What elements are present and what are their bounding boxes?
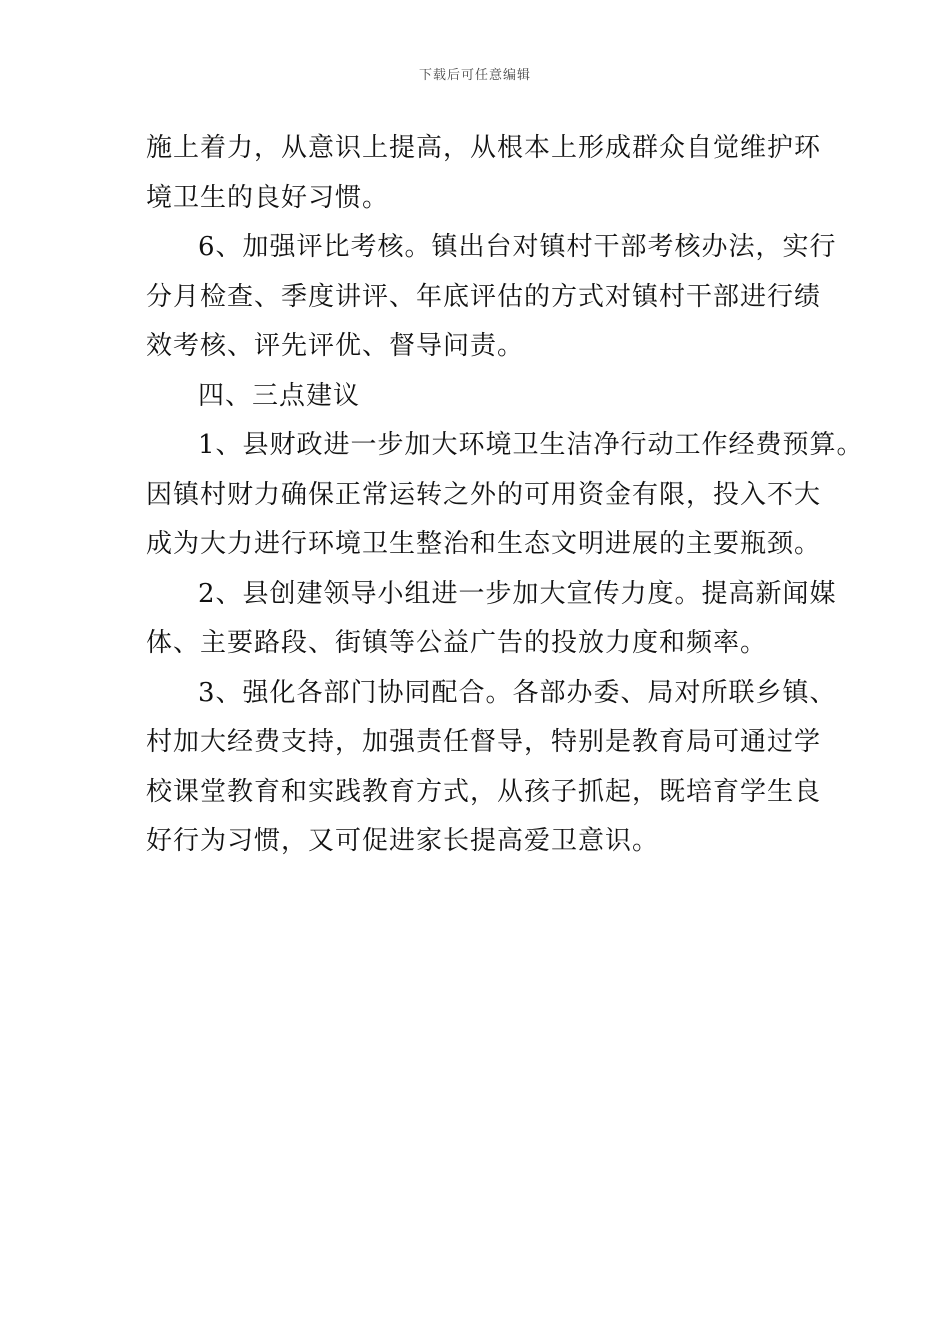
text-line: 校课堂教育和实践教育方式，从孩子抓起，既培育学生良: [146, 776, 822, 807]
text-line: 施上着力，从意识上提高，从根本上形成群众自觉维护环: [146, 133, 822, 163]
text-line: 成为大力进行环境卫生整治和生态文明进展的主要瓶颈。: [146, 529, 822, 559]
text-line: 境卫生的良好习惯。: [146, 182, 390, 213]
text-line: 村加大经费支持，加强责任督导，特别是教育局可通过学: [146, 727, 822, 757]
paragraph-start-line: 3、强化各部门协同配合。各部办委、局对所联乡镇、: [198, 677, 837, 708]
text-line: 体、主要路段、街镇等公益广告的投放力度和频率。: [146, 628, 768, 658]
paragraph-start-line: 1、县财政进一步加大环境卫生洁净行动工作经费预算。: [198, 430, 864, 460]
paragraph-start-line: 6、加强评比考核。镇出台对镇村干部考核办法，实行: [198, 232, 837, 262]
page-header: 下载后可任意编辑: [418, 68, 531, 83]
paragraph-start-line: 2、县创建领导小组进一步加大宣传力度。提高新闻媒: [198, 578, 837, 609]
text-line: 分月检查、季度讲评、年底评估的方式对镇村干部进行绩: [146, 281, 822, 312]
text-line: 效考核、评先评优、督导问责。: [146, 331, 525, 361]
section-heading: 四、三点建议: [198, 380, 361, 411]
document-body: [146, 124, 864, 867]
text-line: 好行为习惯，又可促进家长提高爱卫意识。: [146, 826, 660, 856]
text-line: 因镇村财力确保正常运转之外的可用资金有限，投入不大: [146, 479, 822, 510]
